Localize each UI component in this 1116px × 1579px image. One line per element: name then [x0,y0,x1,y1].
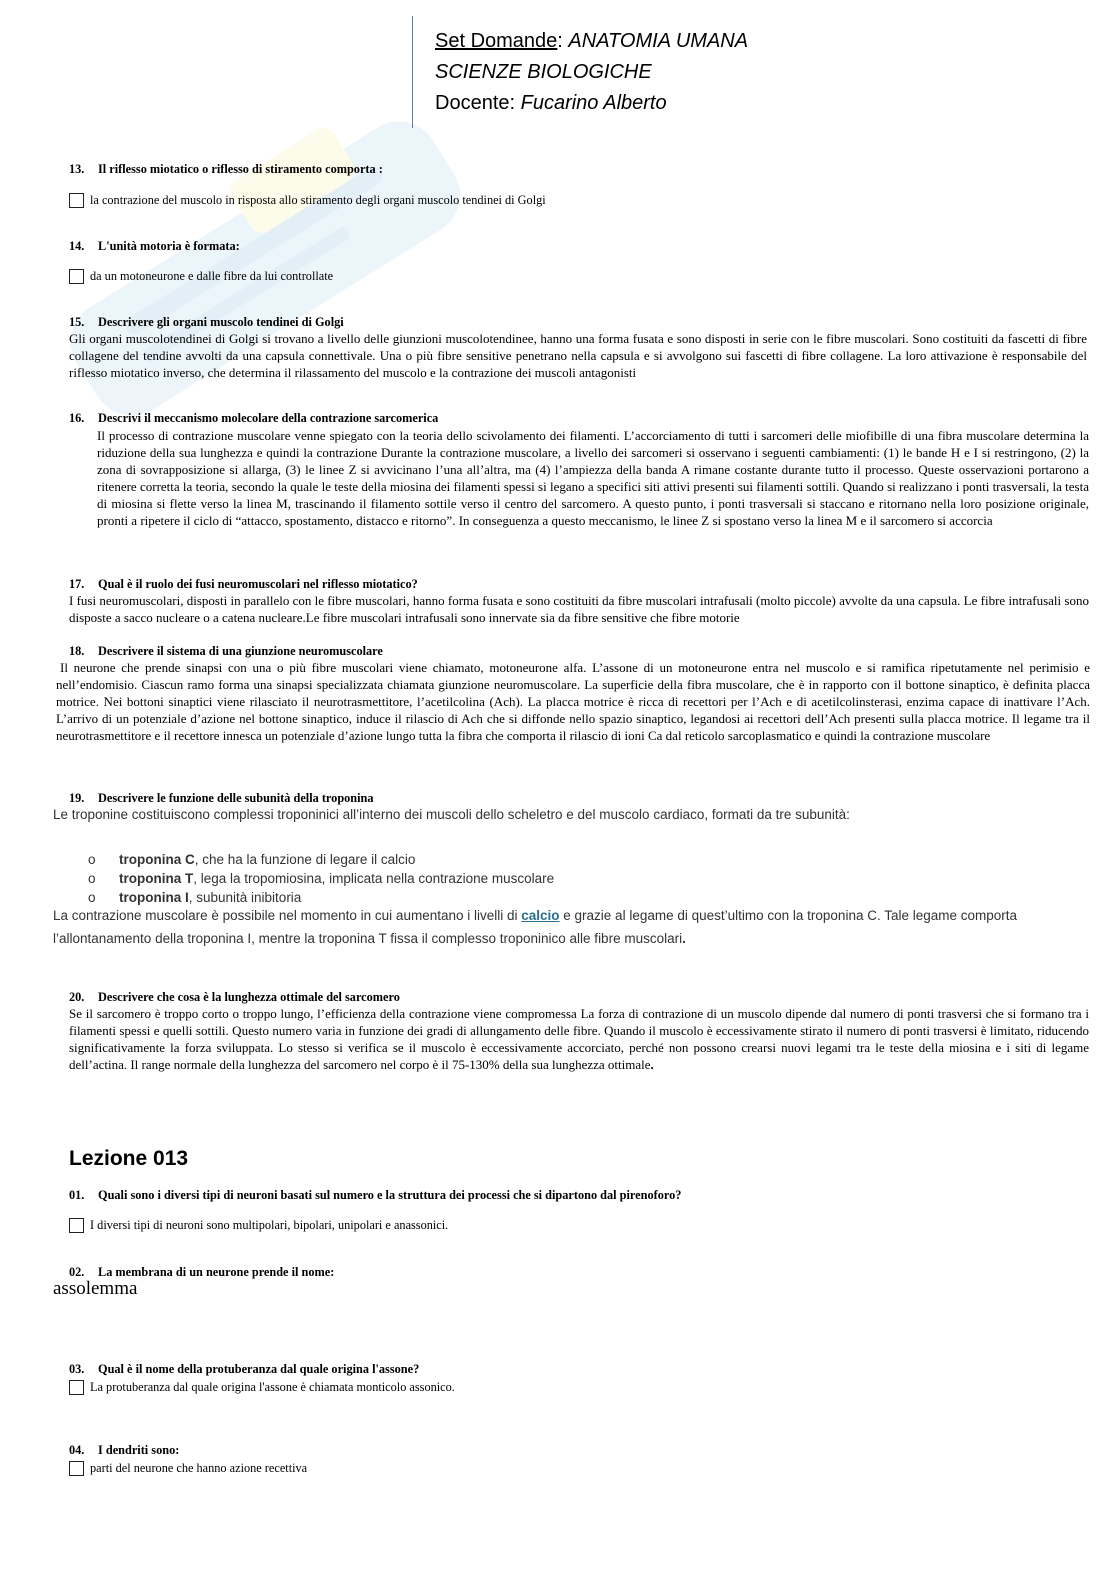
document-header: Set Domande: ANATOMIA UMANA SCIENZE BIOLOGICHE Docente: Fucarino Alberto [435,30,749,114]
answer-checkbox[interactable] [69,193,84,208]
header-divider [412,16,413,128]
list-item: o troponina I , subunità inibitoria [88,890,302,905]
question-15: 15. Descrivere gli organi muscolo tendinei di Golgi [69,315,344,329]
question-l01: 01. Quali sono i diversi tipi di neuroni basati sul numero e la struttura dei processi che si dipartono dal pirenoforo? [69,1188,682,1202]
question-16: 16. Descrivi il meccanismo molecolare della contrazione sarcomerica [69,411,439,425]
question-13: 13. Il riflesso miotatico o riflesso di stiramento comporta : [69,162,383,176]
answer-l02: assolemma [53,1278,138,1299]
question-20: 20. Descrivere che cosa è la lunghezza ottimale del sarcomero [69,990,400,1004]
troponin-summary: La contrazione muscolare è possibile nel momento in cui aumentano i livelli di calcio e grazie al legame di quest’ultimo con la troponina C. Tale legame comporta l’allontanamento della troponina I, mentre la troponina T fissa il complesso troponinico alle fibre muscolari. [53,908,1018,946]
troponin-list [88,850,988,907]
answer-14: da un motoneurone e dalle fibre da lui controllate [69,268,333,285]
answer-20: Se il sarcomero è troppo corto o troppo lungo, l’efficienza della contrazione viene compromessa La forza di contrazione di un muscolo dipende dal numero di ponti trasversi che si formano tra i filamenti spessi e quelli sottili. Questo numero varia in funzione dei gradi di allungamento delle fibre. Quando il muscolo è eccessivamente stirato il numero di ponti trasversi è limitato, riducendo significativamente la forza sviluppata. Lo stesso si verifica se il muscolo è eccessivamente accorciato, perché non possono crearsi nuovi legami tra le teste della miosina e i siti di legame dell’actina. Il range normale della lunghezza del sarcomero nel corpo è il 75-130% della sua lunghezza ottimale. [69,1006,1089,1072]
list-item: o troponina T , lega la tropomiosina, implicata nella contrazione muscolare [88,871,555,886]
subject-title: ANATOMIA UMANA [568,30,749,52]
watermark-logo [20,60,500,460]
calcio-link[interactable]: calcio [521,908,560,923]
lesson-title: Lezione 013 [69,1147,189,1170]
troponin-intro: Le troponine costituiscono complessi troponinici all’interno dei muscoli dello scheletro e del muscolo cardiaco, formati da tre subunità: [53,807,850,822]
answer-13: la contrazione del muscolo in risposta allo stiramento degli organi muscolo tendinei di Golgi [69,192,546,209]
answer-l01: I diversi tipi di neuroni sono multipolari, bipolari, unipolari e anassonici. [69,1217,448,1234]
answer-l03: La protuberanza dal quale origina l'assone è chiamata monticolo assonico. [69,1379,455,1396]
question-19: 19. Descrivere le funzione delle subunità della troponina [69,791,374,805]
answer-16: Il processo di contrazione muscolare venne spiegato con la teoria dello scivolamento dei filamenti. L’accorciamento di tutti i sarcomeri delle miofibille di una fibra muscolare determina la riduzione della sua lunghezza e quindi la contrazione Durante la contrazione muscolare, a livello dei sarcomeri si osservano i seguenti cambiamenti: (1) le bande H e I si restringono, (2) la zona di sovrapposizione si allarga, (3) le linee Z si avvicinano l’una all’altra, ma (4) l’ampiezza della banda A rimane costante durante tutto il processo. Queste osservazioni portarono a ritenere corretta la teoria, secondo la quale le teste della miosina dei filamenti spessi si legano a specifici siti attivi presenti sui filamenti sottili. Quando si realizzano i ponti trasversali, la testa di miosina si flette verso la linea M, trascinando il filamento sottile verso il centro del sarcomero. A questo punto, i ponti trasversali si staccano e ritornano nella loro posizione originale, pronti a ripetere il ciclo di “attacco, spostamento, distacco e ritorno”. In conseguenza a questo meccanismo, le linee Z si spostano verso la linea M e il sarcomero si accorcia [97,428,1089,528]
answer-15: Gli organi muscolotendinei di Golgi si trovano a livello delle giunzioni muscolotendinee, hanno una forma fusata e sono disposti in serie con le fibre muscolari. Sono costituiti da fascetti di fibre collagene del tendine avvolti da una capsula connettivale. Una o più fibre sensitive penetrano nella capsula e si avvolgono sui fascetti di fibre collagene. La loro attivazione è responsabile del riflesso miotatico inverso, che determina il rilassamento del muscolo e la contrazione dei muscoli antagonisti [69,331,1087,380]
answer-checkbox[interactable] [69,1461,84,1476]
question-14: 14. L'unità motoria è formata: [69,239,240,253]
question-17: 17. Qual è il ruolo dei fusi neuromuscolari nel riflesso miotatico? [69,577,418,591]
answer-l04: parti del neurone che hanno azione recettiva [69,1460,307,1477]
question-18: 18. Descrivere il sistema di una giunzione neuromuscolare [69,644,383,658]
question-l02: 02. La membrana di un neurone prende il nome: [69,1265,335,1279]
answer-checkbox[interactable] [69,1380,84,1395]
course-title: SCIENZE BIOLOGICHE [435,61,652,83]
teacher-name: Fucarino Alberto [520,92,667,114]
question-l03: 03. Qual è il nome della protuberanza dal quale origina l'assone? [69,1362,420,1376]
question-l04: 04. I dendriti sono: [69,1443,180,1457]
list-item: o troponina C , che ha la funzione di legare il calcio [88,852,416,867]
answer-checkbox[interactable] [69,269,84,284]
answer-18: Il neurone che prende sinapsi con una o più fibre muscolari viene chiamato, motoneurone alfa. L’assone di un motoneurone entra nel muscolo e si ramifica ripetutamente nel perimisio e nell’endomisio. Ciascun ramo forma una sinapsi specializzata chiamata giunzione neuromuscolare. La superficie della fibra muscolare, che è in rapporto con il bottone sinaptico, è definita placca motrice. Nei bottoni sinaptici viene rilasciato il neurotrasmettitore, l’acetilcolina (Ach). La placca motrice è ricca di recettori per l’Ach e di acetilcolinsterasi, enzima capace di inattivare l’Ach. L’arrivo di un potenziale d’azione nel bottone sinaptico, induce il rilascio di Ach che si diffonde nello spazio sinaptico, legandosi ai recettori dell’Ach presenti sulla placca motrice. Il legame tra il neurotrasmettitore e il recettore innesca un potenziale d’azione lungo tutta la fibra che comporta il rilascio di ioni Ca dal reticolo sarcoplasmatico e quindi la contrazione muscolare [56,660,1090,743]
answer-17: I fusi neuromuscolari, disposti in parallelo con le fibre muscolari, hanno forma fusata e sono costituiti da fibre muscolari intrafusali (molto piccole) avvolte da una capsula. Le fibre intrafusali sono disposte a sacco nucleare o a catena nucleare.Le fibre muscolari intrafusali sono innervate sia da fibre sensitive che fibre motorie [69,593,1089,625]
answer-checkbox[interactable] [69,1218,84,1233]
set-label: Set Domande [435,30,558,52]
